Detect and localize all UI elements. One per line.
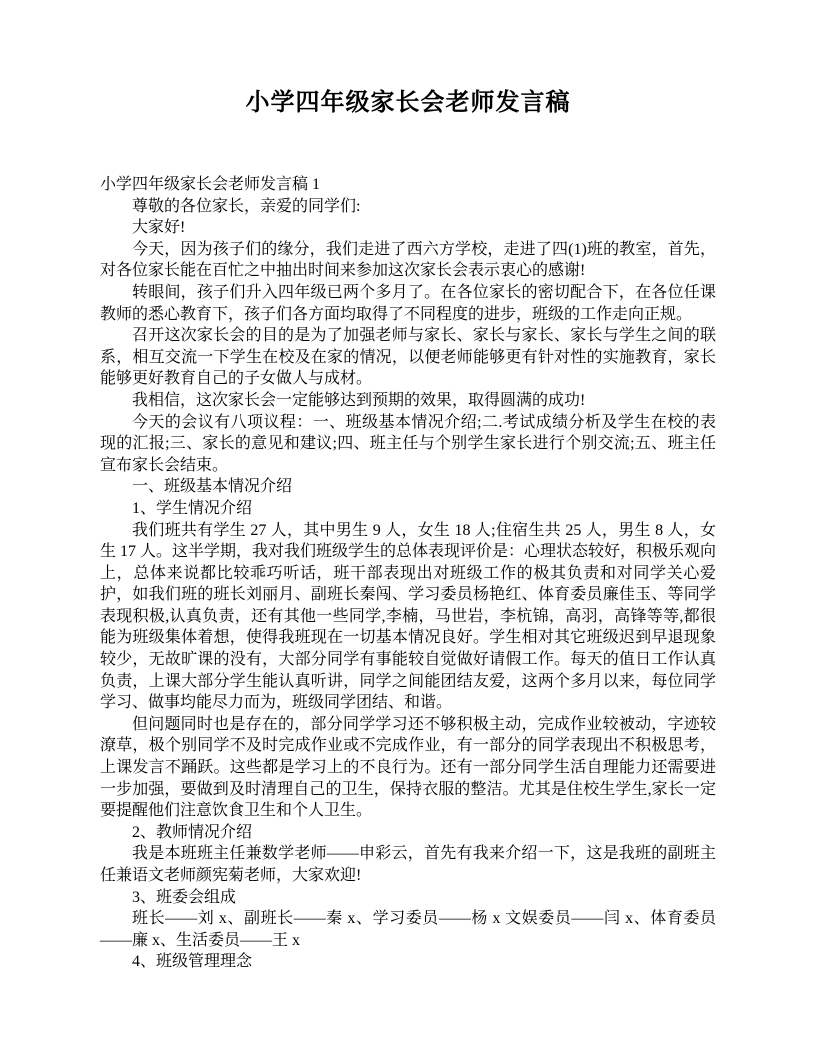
paragraph-teachers: 我是本班班主任兼数学老师——申彩云，首先有我来介绍一下，这是我班的副班主任兼语文老师颜宪菊老师，大家欢迎!	[100, 845, 716, 884]
paragraph-progress: 转眼间，孩子们升入四年级已两个多月了。在各位家长的密切配合下，在各位任课教师的悉心教育下，孩子们各方面均取得了不同程度的进步，班级的工作走向正规。	[100, 283, 716, 323]
paragraph-subsection-4: 4、班级管理理念	[132, 953, 253, 971]
paragraph-agenda: 今天的会议有八项议程：一、班级基本情况介绍;二.考试成绩分析及学生在校的表现的汇报;三、家长的意见和建议;四、班主任与个别学生家长进行个别交流;五、班主任宣布家长会结束。	[100, 413, 716, 474]
paragraph-committee: 班长——刘 x、副班长——秦 x、学习委员——杨 x 文娱委员——闫 x、体育委员——廉 x、生活委员——王 x	[100, 910, 716, 949]
paragraph-section-1: 一、班级基本情况介绍	[132, 478, 293, 496]
paragraph-heading: 小学四年级家长会老师发言稿 1	[100, 176, 321, 193]
document-title: 小学四年级家长会老师发言稿	[245, 90, 571, 116]
paragraph-wish: 我相信，这次家长会一定能够达到预期的效果，取得圆满的成功!	[132, 391, 586, 409]
paragraph-students-overview: 我们班共有学生 27 人，其中男生 9 人，女生 18 人;住宿生共 25 人，男生 8 人，女生 17 人。这半学期，我对我们班级学生的总体表现评价是：心理状态较好，积极乐观向上，总体来说都比较乖巧听话，班干部表现出对班级工作的极其负责和对同学关心爱护，如我们班的班长刘丽月、副班长秦闯、学习委员杨艳红、体育委员廉佳玉、等同学表现积极,认真负责，还有其他一些同学,李楠，马世岩，李杭锦，高羽，高锋等等,都很能为班级集体着想，使得我班现在一切基本情况良好。学生相对其它班级迟到早退现象较少，无故旷课的没有，大部分同学有事能较自觉做好请假工作。每天的值日工作认真负责，上课大部分学生能认真听讲，同学之间能团结友爱，这两个多月以来，每位同学学习、做事均能尽力而为，班级同学团结、和谐。	[100, 521, 717, 712]
paragraph-subsection-3: 3、班委会组成	[132, 888, 237, 906]
paragraph-greeting: 大家好!	[132, 219, 186, 237]
paragraph-subsection-2: 2、教师情况介绍	[132, 823, 253, 841]
paragraph-problems: 但问题同时也是存在的，部分同学学习还不够积极主动，完成作业较被动，字迹较潦草，极个别同学不及时完成作业或不完成作业，有一部分的同学表现出不积极思考，上课发言不踊跃。这些都是学习上的不良行为。还有一部分同学生活自理能力还需要进一步加强，要做到及时清理自己的卫生，保持衣服的整洁。尤其是住校生学生,家长一定要提醒他们注意饮食卫生和个人卫生。	[100, 715, 716, 820]
paragraph-intro: 今天，因为孩子们的缘分，我们走进了西六方学校，走进了四(1)班的教室，首先，对各位家长能在百忙之中抽出时间来参加这次家长会表示衷心的感谢!	[100, 240, 716, 280]
paragraph-purpose: 召开这次家长会的目的是为了加强老师与家长、家长与家长、家长与学生之间的联系，相互交流一下学生在校及在家的情况，以便老师能够更有针对性的实施教育，家长能够更好教育自己的子女做人与成材。	[100, 327, 716, 388]
paragraph-salutation: 尊敬的各位家长，亲爱的同学们:	[132, 197, 361, 215]
document-body	[100, 174, 716, 973]
paragraph-subsection-1: 1、学生情况介绍	[132, 499, 253, 517]
